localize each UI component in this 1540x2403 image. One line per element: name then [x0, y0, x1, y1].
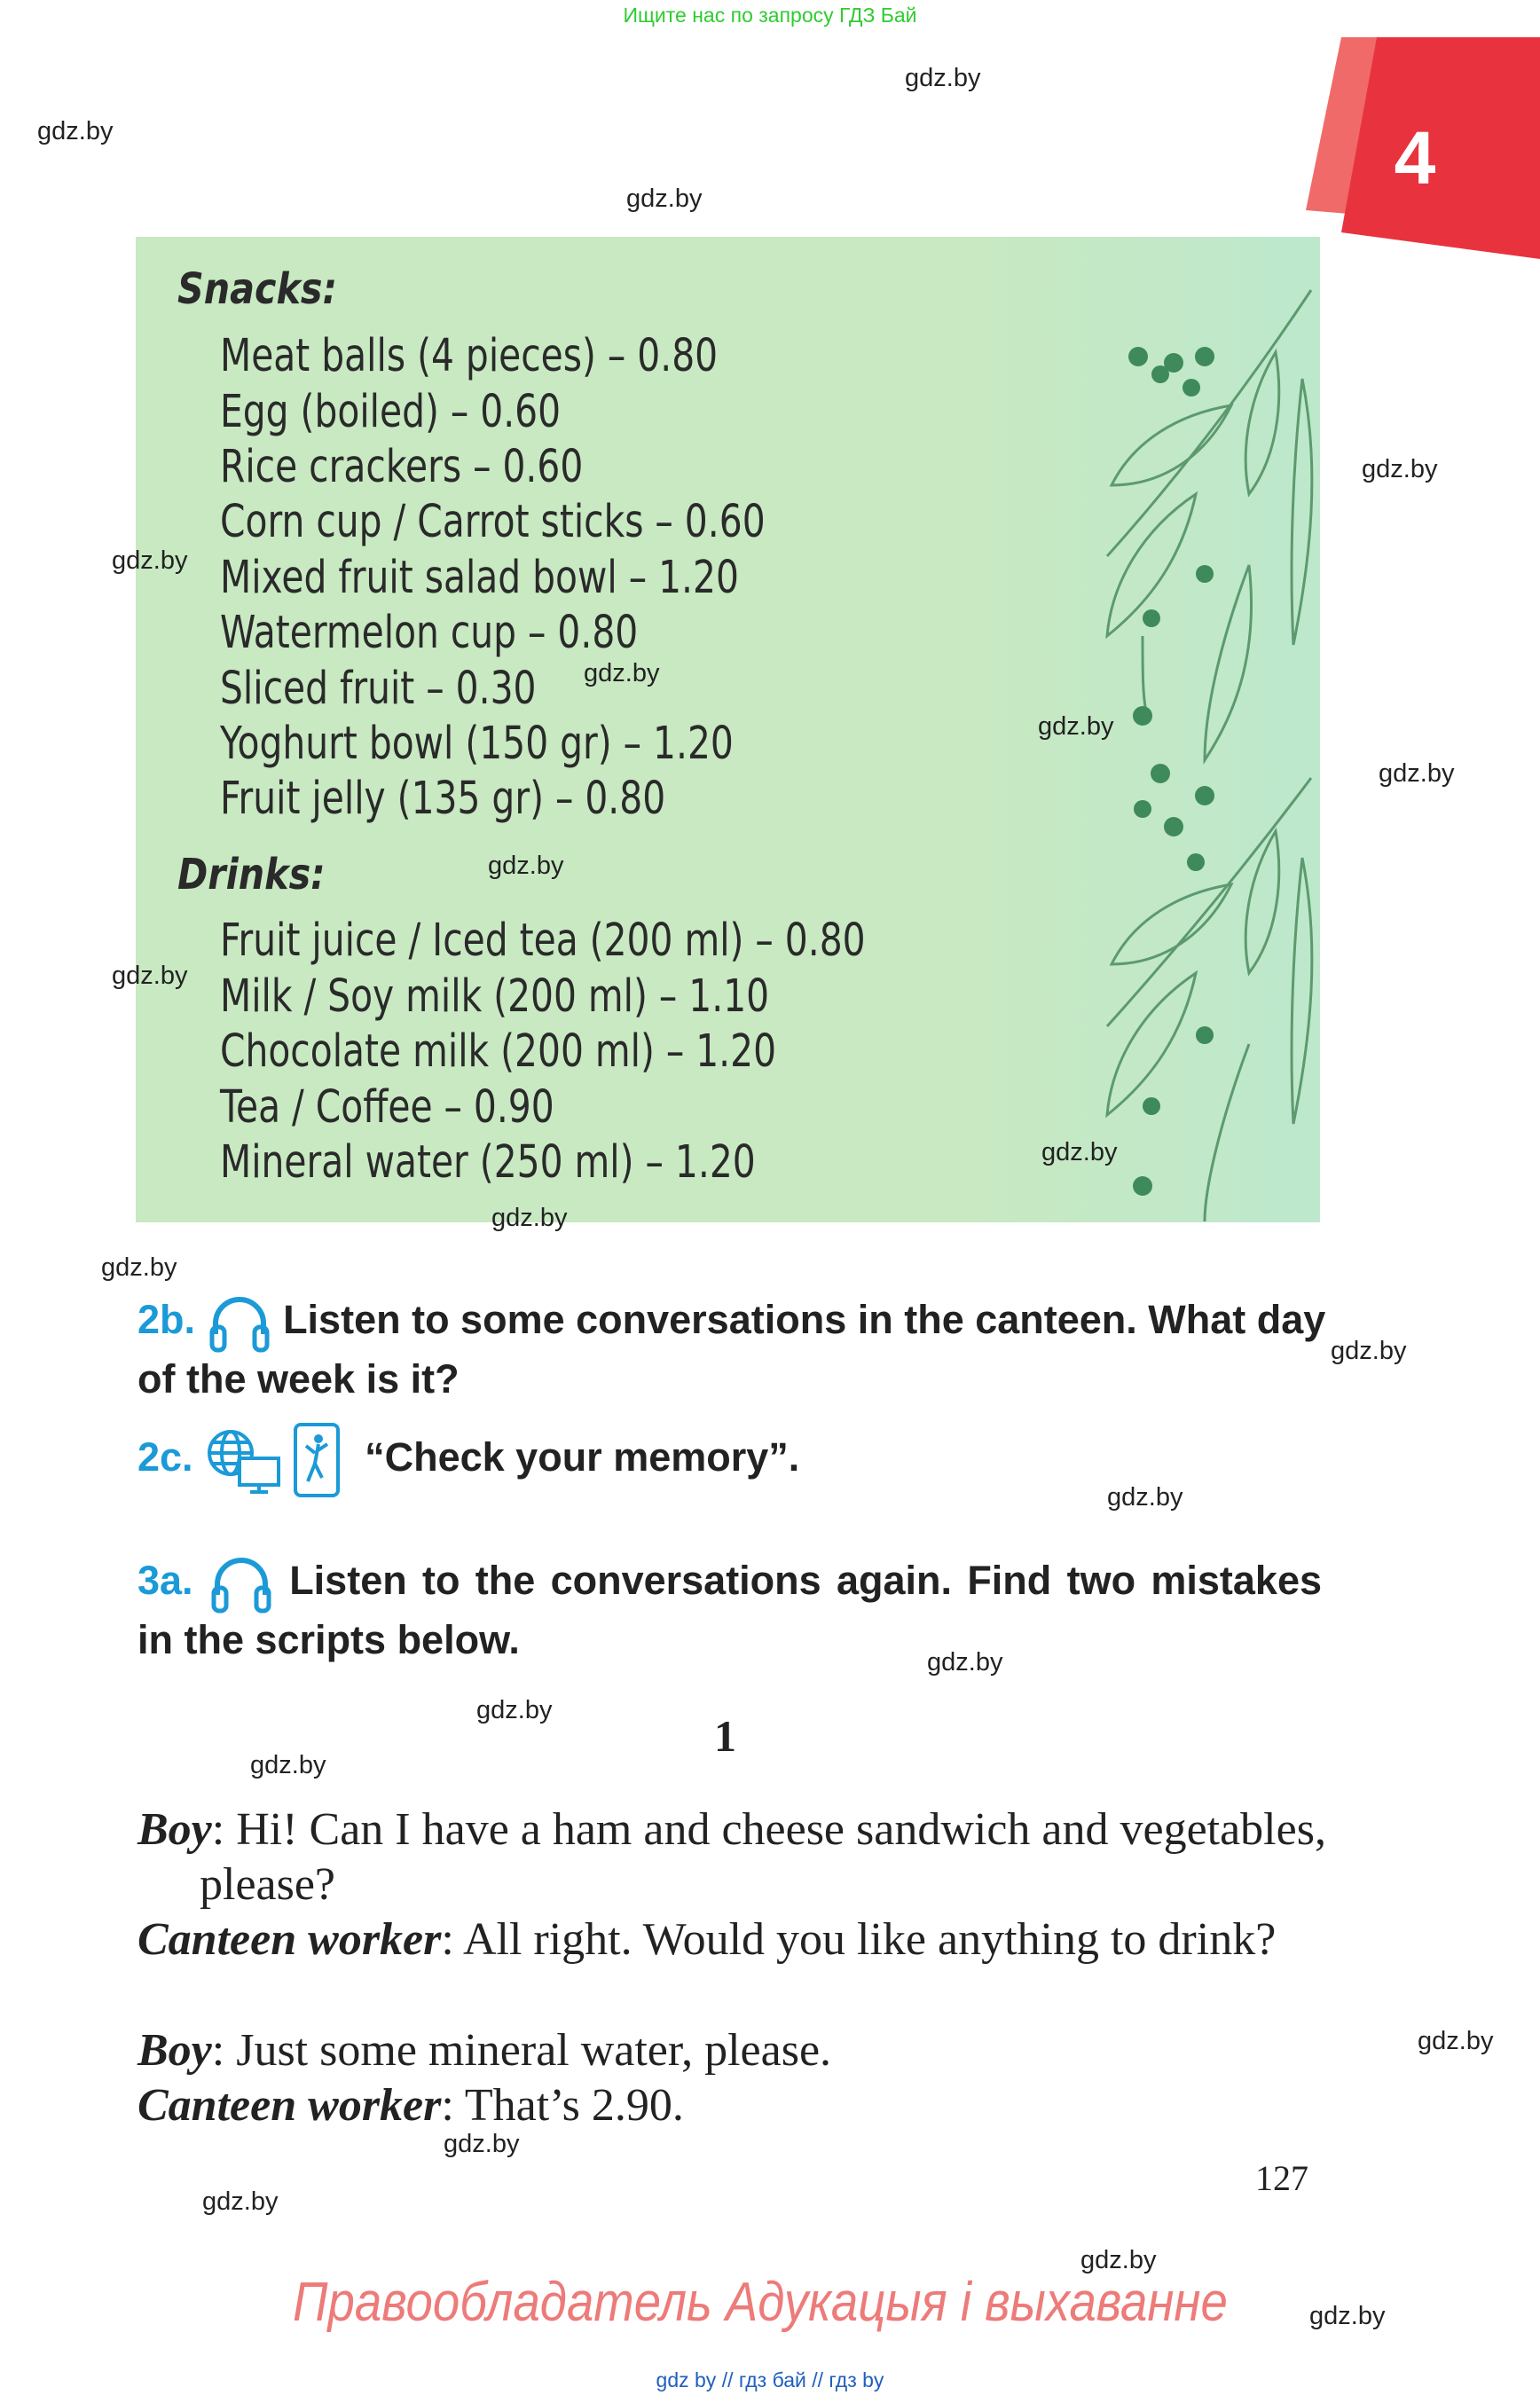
watermark: gdz.by [1331, 1337, 1407, 1365]
speaker-name: Boy [138, 1804, 212, 1855]
headphones-icon [208, 1552, 274, 1614]
headphones-icon [207, 1292, 272, 1354]
watermark: gdz.by [112, 546, 188, 575]
chapter-number: 4 [1394, 116, 1436, 200]
task-text: Listen to some conversations in the canteen. What day of the week is it? [138, 1296, 1326, 1402]
watermark: gdz.by [1038, 712, 1114, 741]
watermark: gdz.by [927, 1648, 1003, 1677]
watermark: gdz.by [1107, 1483, 1183, 1512]
task-text: “Check your memory”. [365, 1433, 800, 1480]
mobile-person-icon [292, 1423, 342, 1497]
line-text: : Hi! Can I have a ham and cheese sandwich and vegetables, please? [200, 1804, 1326, 1910]
task-number: 2c. [138, 1433, 193, 1480]
watermark: gdz.by [1309, 2302, 1386, 2330]
menu-item: Watermelon cup – 0.80 [220, 607, 639, 659]
watermark: gdz.by [626, 185, 703, 213]
script-number: 1 [714, 1711, 736, 1761]
line-text: : That’s 2.90. [441, 2080, 684, 2131]
watermark: gdz.by [1418, 2027, 1494, 2055]
watermark: gdz.by [491, 1204, 568, 1232]
watermark: gdz.by [250, 1751, 326, 1779]
menu-item: Egg (boiled) – 0.60 [220, 386, 562, 438]
menu-item: Yoghurt bowl (150 gr) – 1.20 [220, 718, 734, 770]
task-3a [138, 1552, 1322, 1666]
menu-item: Corn cup / Carrot sticks – 0.60 [220, 496, 766, 548]
watermark: gdz.by [202, 2187, 279, 2216]
page-number: 127 [1255, 2158, 1308, 2198]
watermark: gdz.by [584, 659, 660, 687]
top-banner[interactable]: Ищите нас по запросу ГДЗ Бай [623, 4, 917, 27]
speaker-name: Canteen worker [138, 1914, 442, 1965]
watermark: gdz.by [444, 2130, 520, 2158]
leaf-decoration [1027, 263, 1320, 1221]
menu-item: Fruit juice / Iced tea (200 ml) – 0.80 [220, 915, 866, 967]
script-line [138, 2023, 1317, 2078]
task-2b [138, 1292, 1326, 1405]
task-number: 3a. [138, 1557, 193, 1603]
watermark: gdz.by [112, 962, 188, 990]
speaker-name: Boy [138, 2025, 212, 2076]
menu-item: Tea / Coffee – 0.90 [220, 1081, 554, 1134]
menu-item: Milk / Soy milk (200 ml) – 1.10 [220, 970, 770, 1023]
menu-item: Fruit jelly (135 gr) – 0.80 [220, 773, 666, 825]
script-line [138, 2078, 1317, 2133]
task-number: 2b. [138, 1296, 196, 1342]
menu-item: Rice crackers – 0.60 [220, 441, 584, 493]
speaker-name: Canteen worker [138, 2080, 442, 2131]
watermark: gdz.by [905, 64, 981, 92]
watermark: gdz.by [1362, 455, 1438, 483]
drinks-heading: Drinks: [177, 850, 326, 899]
rights-holder: Правообладатель Адукацыя і выхаванне [293, 2272, 1228, 2333]
watermark: gdz.by [1080, 2246, 1157, 2274]
line-text: : All right. Would you like anything to drink? [441, 1914, 1277, 1965]
task-text: Listen to the conversations again. Find two mistakes in the scripts below. [138, 1557, 1322, 1662]
menu-item: Chocolate milk (200 ml) – 1.20 [220, 1025, 777, 1078]
watermark: gdz.by [1041, 1138, 1118, 1166]
menu-item: Sliced fruit – 0.30 [220, 663, 537, 715]
script-line [138, 1802, 1379, 1912]
watermark: gdz.by [488, 852, 564, 880]
watermark: gdz.by [1379, 759, 1455, 788]
menu-item: Mixed fruit salad bowl – 1.20 [220, 552, 739, 604]
watermark: gdz.by [101, 1253, 177, 1282]
globe-computer-icon [204, 1426, 280, 1494]
bottom-links[interactable]: gdz by // гдз бай // гдз by [656, 2368, 884, 2391]
snacks-heading: Snacks: [177, 264, 337, 314]
watermark: gdz.by [37, 117, 114, 145]
menu-item: Mineral water (250 ml) – 1.20 [220, 1136, 756, 1189]
menu-item: Meat balls (4 pieces) – 0.80 [220, 330, 719, 382]
script-line [138, 1912, 1379, 1967]
watermark: gdz.by [476, 1696, 553, 1724]
line-text: : Just some mineral water, please. [211, 2025, 832, 2076]
